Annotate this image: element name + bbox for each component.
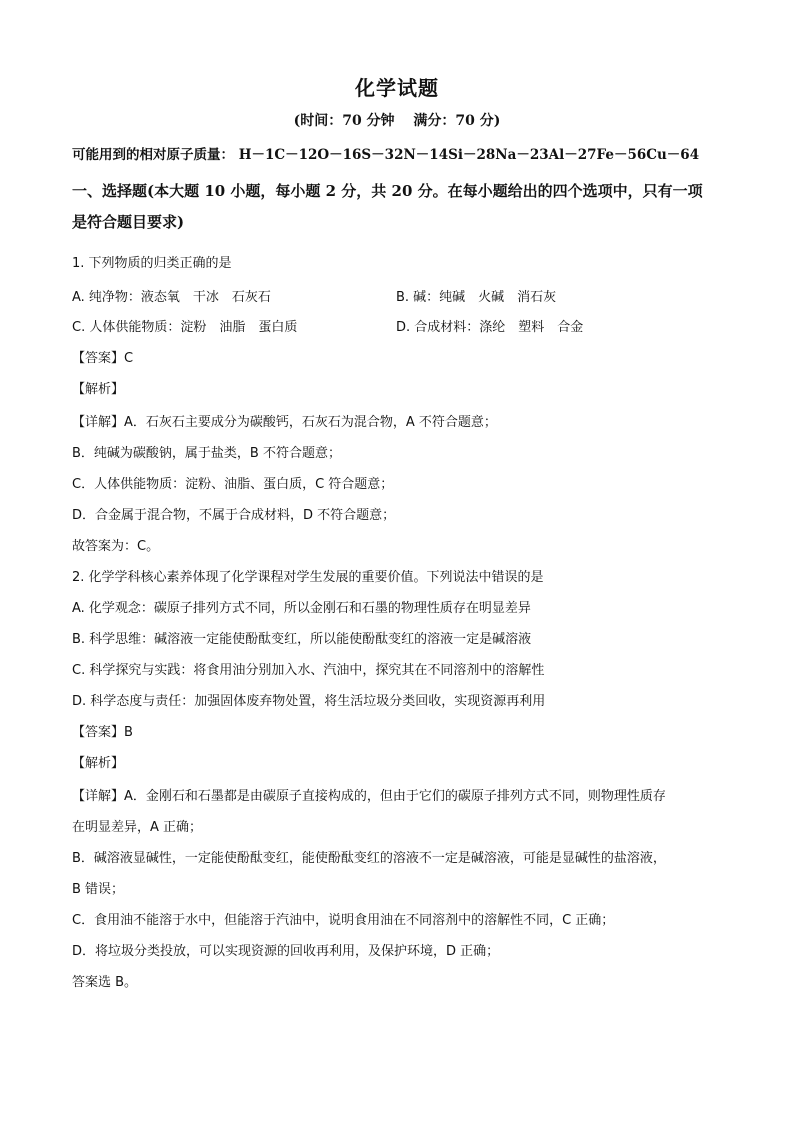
q1-option-b: B. 碱：纯碱 火碱 消石灰 [396, 290, 557, 305]
q2-detail-b-line2: B 错误； [72, 882, 125, 897]
q2-option-d: D. 科学态度与责任：加强固体废弃物处置，将生活垃圾分类回收，实现资源再利用 [72, 694, 546, 709]
section-heading-line1: 一、选择题(本大题 10 小题，每小题 2 分，共 20 分。在每小题给出的四个选项中，只有一项 [72, 182, 703, 200]
section-heading-line2: 是符合题目要求) [72, 213, 185, 231]
q2-detail-d: D．将垃圾分类投放，可以实现资源的回收再利用，及保护环境，D 正确； [72, 944, 500, 959]
q1-option-d: D. 合成材料：涤纶 塑料 合金 [396, 320, 584, 335]
q2-conclusion: 答案选 B。 [72, 975, 138, 990]
page-title: 化学试题 [355, 76, 439, 100]
q1-detail-c: C．人体供能物质：淀粉、油脂、蛋白质，C 符合题意； [72, 477, 394, 492]
atomic-mass-line: 可能用到的相对原子质量： H－1C－12O－16S－32N－14Si－28Na－23Al－27Fe－56Cu－64 [72, 147, 700, 163]
q1-conclusion: 故答案为：C。 [72, 539, 160, 554]
q2-analysis-label: 【解析】 [72, 756, 125, 771]
q2-detail-b-line1: B．碱溶液显碱性，一定能使酚酞变红，能使酚酞变红的溶液不一定是碱溶液，可能是显碱性的盐溶液， [72, 851, 666, 866]
q1-detail-b: B．纯碱为碳酸钠，属于盐类，B 不符合题意； [72, 446, 341, 461]
q1-analysis-label: 【解析】 [72, 382, 125, 397]
q1-answer: 【答案】C [72, 351, 134, 366]
q2-detail-c: C．食用油不能溶于水中，但能溶于汽油中，说明食用油在不同溶剂中的溶解性不同，C 正确； [72, 913, 615, 928]
q1-stem: 1. 下列物质的归类正确的是 [72, 256, 232, 271]
q1-option-a: A. 纯净物：液态氧 干冰 石灰石 [72, 290, 271, 305]
q2-option-a: A. 化学观念：碳原子排列方式不同，所以金刚石和石墨的物理性质存在明显差异 [72, 601, 531, 616]
q1-detail-a: 【详解】A．石灰石主要成分为碳酸钙，石灰石为混合物，A 不符合题意； [72, 415, 497, 430]
q1-detail-d: D．合金属于混合物，不属于合成材料，D 不符合题意； [72, 508, 396, 523]
q1-option-c: C. 人体供能物质：淀粉 油脂 蛋白质 [72, 320, 298, 335]
q2-option-c: C. 科学探究与实践：将食用油分别加入水、汽油中，探究其在不同溶剂中的溶解性 [72, 663, 545, 678]
q2-detail-a-line2: 在明显差异，A 正确； [72, 820, 203, 835]
q2-option-b: B. 科学思维：碱溶液一定能使酚酞变红，所以能使酚酞变红的溶液一定是碱溶液 [72, 632, 532, 647]
q2-answer: 【答案】B [72, 725, 133, 740]
q2-detail-a-line1: 【详解】A．金刚石和石墨都是由碳原子直接构成的，但由于它们的碳原子排列方式不同，则物理性质存 [72, 789, 666, 804]
exam-info: (时间：70 分钟 满分：70 分) [293, 113, 501, 129]
q2-stem: 2. 化学学科核心素养体现了化学课程对学生发展的重要价值。下列说法中错误的是 [72, 570, 544, 585]
